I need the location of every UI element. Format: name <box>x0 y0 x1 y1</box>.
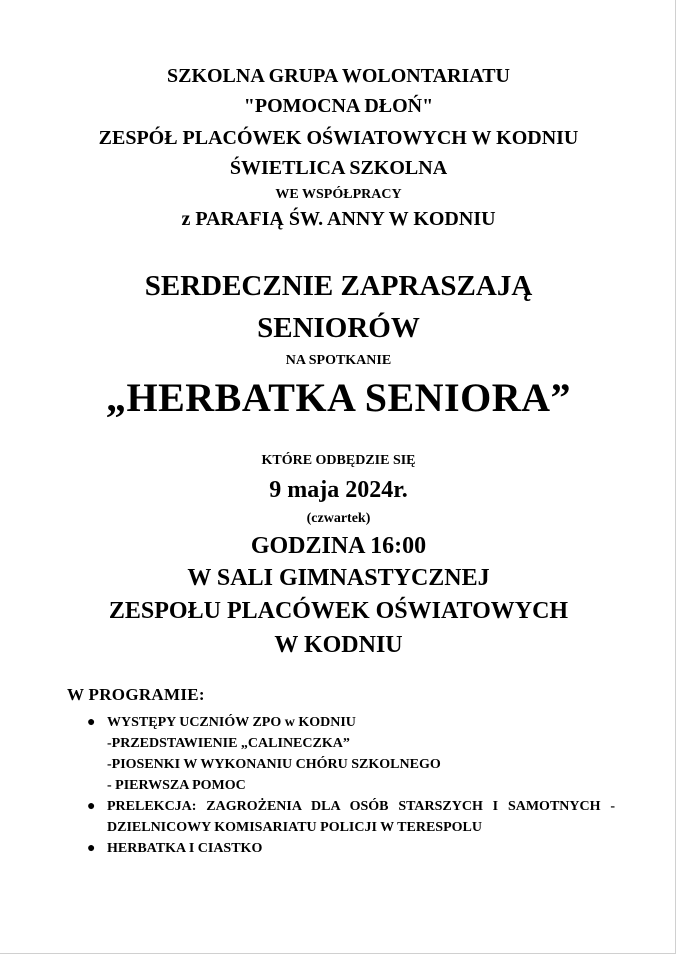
event-venue-school: ZESPOŁU PLACÓWEK OŚWIATOWYCH <box>108 598 569 624</box>
bullet-icon: ● <box>87 715 96 730</box>
program-item-lecture <box>87 796 615 838</box>
event-venue-hall: W SALI GIMNASTYCZNEJ <box>187 565 490 591</box>
program-subitem-first-aid: - PIERWSZA POMOC <box>107 778 246 793</box>
invitation-audience: SENIORÓW <box>257 312 420 344</box>
program-subitem-songs: -PIOSENKI W WYKONANIU CHÓRU SZKOLNEGO <box>107 757 441 772</box>
program-item-tea <box>87 838 615 859</box>
event-title: „HERBATKA SENIORA” <box>105 375 571 420</box>
program-item-performances <box>87 712 615 796</box>
event-date: 9 maja 2024r. <box>269 477 408 503</box>
event-weekday: (czwartek) <box>306 511 371 526</box>
header-cooperation-line: WE WSPÓŁPRACY <box>275 187 402 202</box>
event-intro: KTÓRE ODBĘDZIE SIĘ <box>261 453 416 468</box>
header-school-line: ZESPÓŁ PLACÓWEK OŚWIATOWYCH W KODNIU <box>98 127 579 149</box>
event-time: GODZINA 16:00 <box>250 533 427 559</box>
invitation-meeting-line: NA SPOTKANIE <box>285 353 392 368</box>
bullet-icon: ● <box>87 841 96 856</box>
program-item-tea-text: HERBATKA I CIASTKO <box>107 841 263 856</box>
invitation-line: SERDECZNIE ZAPRASZAJĄ <box>144 270 533 302</box>
header-group-name: "POMOCNA DŁOŃ" <box>243 95 434 117</box>
event-venue-town: W KODNIU <box>274 632 403 658</box>
program-subitem-play: -PRZEDSTAWIENIE „CALINECZKA” <box>107 736 350 751</box>
header-parish-line: z PARAFIĄ ŚW. ANNY W KODNIU <box>181 208 496 230</box>
program-item-lecture-text: PRELEKCJA: ZAGROŻENIA DLA OSÓB STARSZYCH I SAMOTNYCH - DZIELNICOWY KOMISARIATU POLICJI W TERESPOLU <box>107 799 615 835</box>
bullet-icon: ● <box>87 799 96 814</box>
program-item-main-text: WYSTĘPY UCZNIÓW ZPO w KODNIU <box>107 715 356 730</box>
program-list <box>87 712 615 859</box>
header-common-room-line: ŚWIETLICA SZKOLNA <box>229 157 448 179</box>
program-heading: W PROGRAMIE: <box>67 685 205 704</box>
header-organization-line: SZKOLNA GRUPA WOLONTARIATU <box>166 65 511 87</box>
